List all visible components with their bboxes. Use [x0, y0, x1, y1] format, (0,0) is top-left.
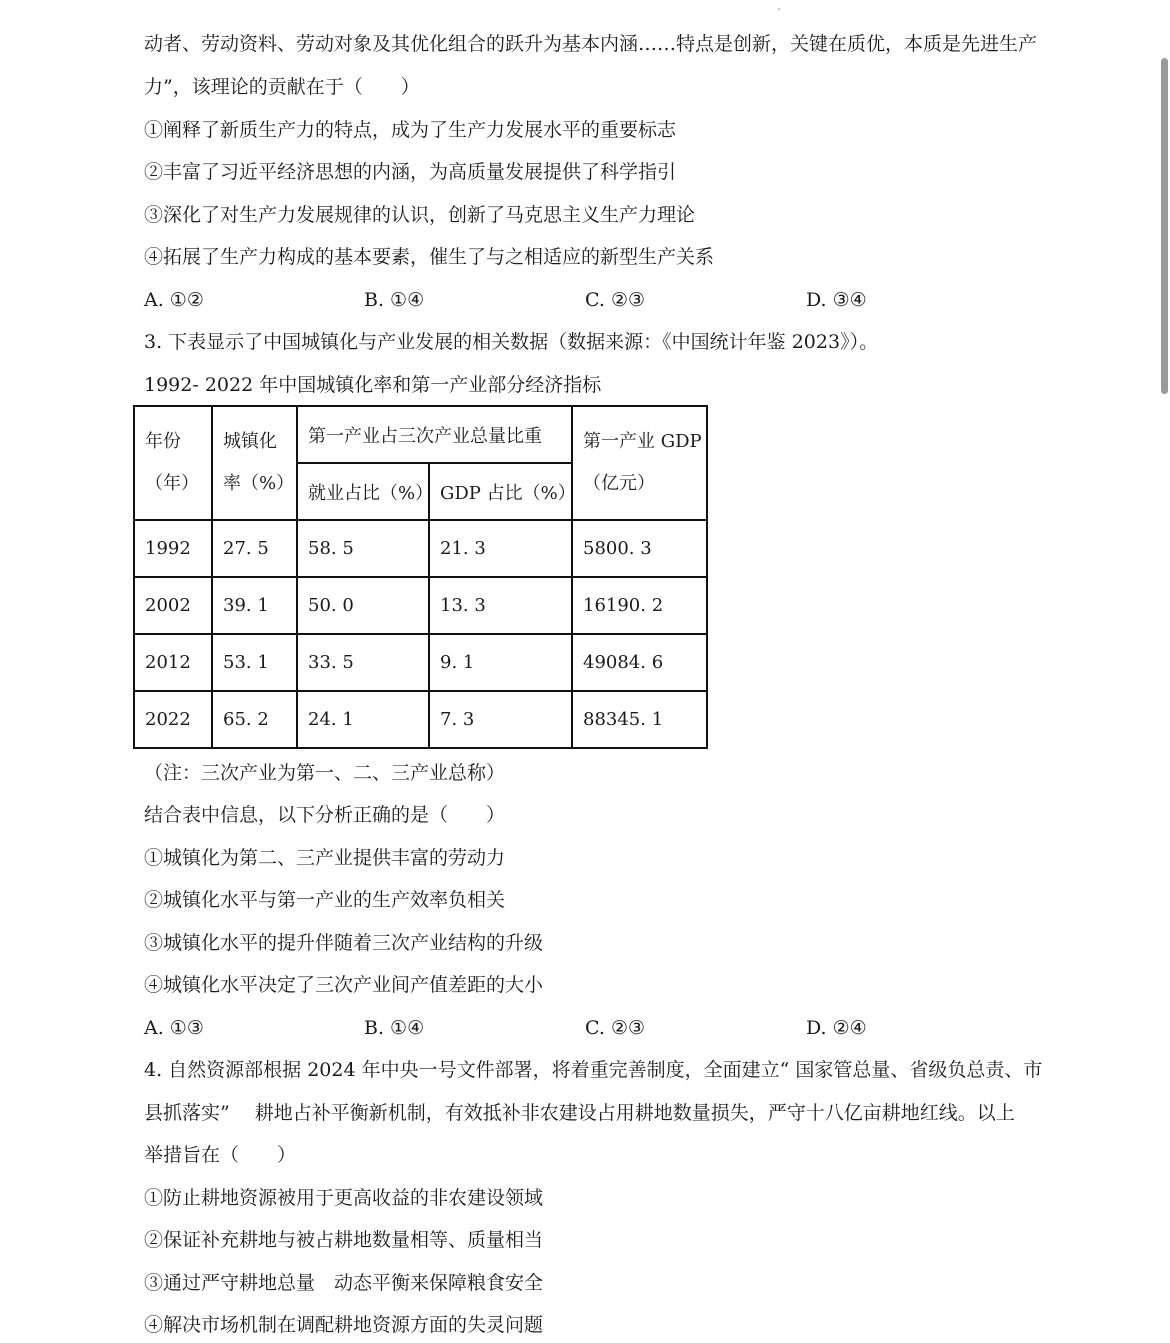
table-row — [134, 577, 707, 634]
cell-urbanization: 53. 1 — [212, 634, 297, 691]
header-primary-share-group: 第一产业占三次产业总量比重 — [297, 406, 572, 463]
cell-year: 2012 — [134, 634, 212, 691]
cell-employment: 33. 5 — [297, 634, 429, 691]
top-artifact-dot — [778, 8, 780, 10]
table-row — [134, 520, 707, 577]
q4-stem-line-1: 4. 自然资源部根据 2024 年中央一号文件部署，将着重完善制度，全面建立“ 国家管总量、省级负总责、市 — [144, 1059, 1043, 1081]
cell-gdp-share: 13. 3 — [429, 577, 572, 634]
cell-employment: 24. 1 — [297, 691, 429, 748]
q3-item-3: ③城镇化水平的提升伴随着三次产业结构的升级 — [144, 932, 544, 954]
cell-gdp-share: 21. 3 — [429, 520, 572, 577]
q3-ask: 结合表中信息，以下分析正确的是（ ） — [144, 804, 506, 826]
q3-option-c[interactable]: C. ②③ — [585, 1017, 646, 1039]
cell-gdp: 49084. 6 — [572, 634, 707, 691]
q4-item-2: ②保证补充耕地与被占耕地数量相等、质量相当 — [144, 1229, 544, 1251]
q3-option-d[interactable]: D. ②④ — [806, 1017, 867, 1039]
q4-stem-line-3: 举措旨在（ ） — [144, 1144, 297, 1166]
cell-urbanization: 27. 5 — [212, 520, 297, 577]
header-urbanization-rate: 城镇化 率（%） — [212, 406, 297, 520]
q3-options — [144, 1015, 1044, 1041]
q2-option-c[interactable]: C. ②③ — [585, 289, 646, 311]
q2-options — [144, 287, 1044, 313]
cell-urbanization: 65. 2 — [212, 691, 297, 748]
q4-item-4: ④解决市场机制在调配耕地资源方面的失灵问题 — [144, 1314, 544, 1336]
q3-table-title: 1992- 2022 年中国城镇化率和第一产业部分经济指标 — [144, 374, 602, 396]
q3-stem: 3. 下表显示了中国城镇化与产业发展的相关数据（数据来源：《中国统计年鉴 2023》）。 — [144, 331, 879, 353]
q4-stem-line-2: 县抓落实” 耕地占补平衡新机制，有效抵补非农建设占用耕地数量损失，严守十八亿亩耕地红线。以上 — [144, 1102, 1015, 1124]
q2-item-2: ②丰富了习近平经济思想的内涵，为高质量发展提供了科学指引 — [144, 161, 677, 183]
cell-employment: 58. 5 — [297, 520, 429, 577]
cell-gdp: 88345. 1 — [572, 691, 707, 748]
q3-option-b[interactable]: B. ①④ — [364, 1017, 425, 1039]
cell-year: 1992 — [134, 520, 212, 577]
header-primary-gdp: 第一产业 GDP （亿元） — [572, 406, 707, 520]
header-gdp-share: GDP 占比（%） — [429, 463, 572, 520]
q3-item-2: ②城镇化水平与第一产业的生产效率负相关 — [144, 889, 506, 911]
q4-item-3: ③通过严守耕地总量 动态平衡来保障粮食安全 — [144, 1272, 544, 1294]
table-row — [134, 634, 707, 691]
header-employment-share: 就业占比（%） — [297, 463, 429, 520]
q3-option-a[interactable]: A. ①③ — [144, 1017, 204, 1039]
q2-stem-line-1: 动者、劳动资料、劳动对象及其优化组合的跃升为基本内涵……特点是创新，关键在质优，本质是先进生产 — [144, 33, 1038, 55]
q2-stem-line-2: 力”，该理论的贡献在于（ ） — [144, 76, 420, 98]
q2-option-a[interactable]: A. ①② — [144, 289, 204, 311]
q2-option-d[interactable]: D. ③④ — [806, 289, 867, 311]
cell-gdp: 16190. 2 — [572, 577, 707, 634]
q2-item-4: ④拓展了生产力构成的基本要素，催生了与之相适应的新型生产关系 — [144, 246, 715, 268]
cell-employment: 50. 0 — [297, 577, 429, 634]
q2-option-b[interactable]: B. ①④ — [364, 289, 425, 311]
cell-gdp-share: 7. 3 — [429, 691, 572, 748]
q2-item-3: ③深化了对生产力发展规律的认识，创新了马克思主义生产力理论 — [144, 204, 696, 226]
q3-table-note: （注：三次产业为第一、二、三产业总称） — [144, 762, 506, 784]
cell-year: 2022 — [134, 691, 212, 748]
q3-item-1: ①城镇化为第二、三产业提供丰富的劳动力 — [144, 847, 506, 869]
q3-item-4: ④城镇化水平决定了三次产业间产值差距的大小 — [144, 974, 544, 996]
header-year: 年份 （年） — [134, 406, 212, 520]
cell-urbanization: 39. 1 — [212, 577, 297, 634]
cell-gdp-share: 9. 1 — [429, 634, 572, 691]
cell-gdp: 5800. 3 — [572, 520, 707, 577]
urbanization-table — [133, 405, 708, 749]
cell-year: 2002 — [134, 577, 212, 634]
q2-item-1: ①阐释了新质生产力的特点，成为了生产力发展水平的重要标志 — [144, 119, 677, 141]
table-row — [134, 691, 707, 748]
q4-item-1: ①防止耕地资源被用于更高收益的非农建设领域 — [144, 1187, 544, 1209]
vertical-scrollbar[interactable] — [1161, 58, 1168, 394]
